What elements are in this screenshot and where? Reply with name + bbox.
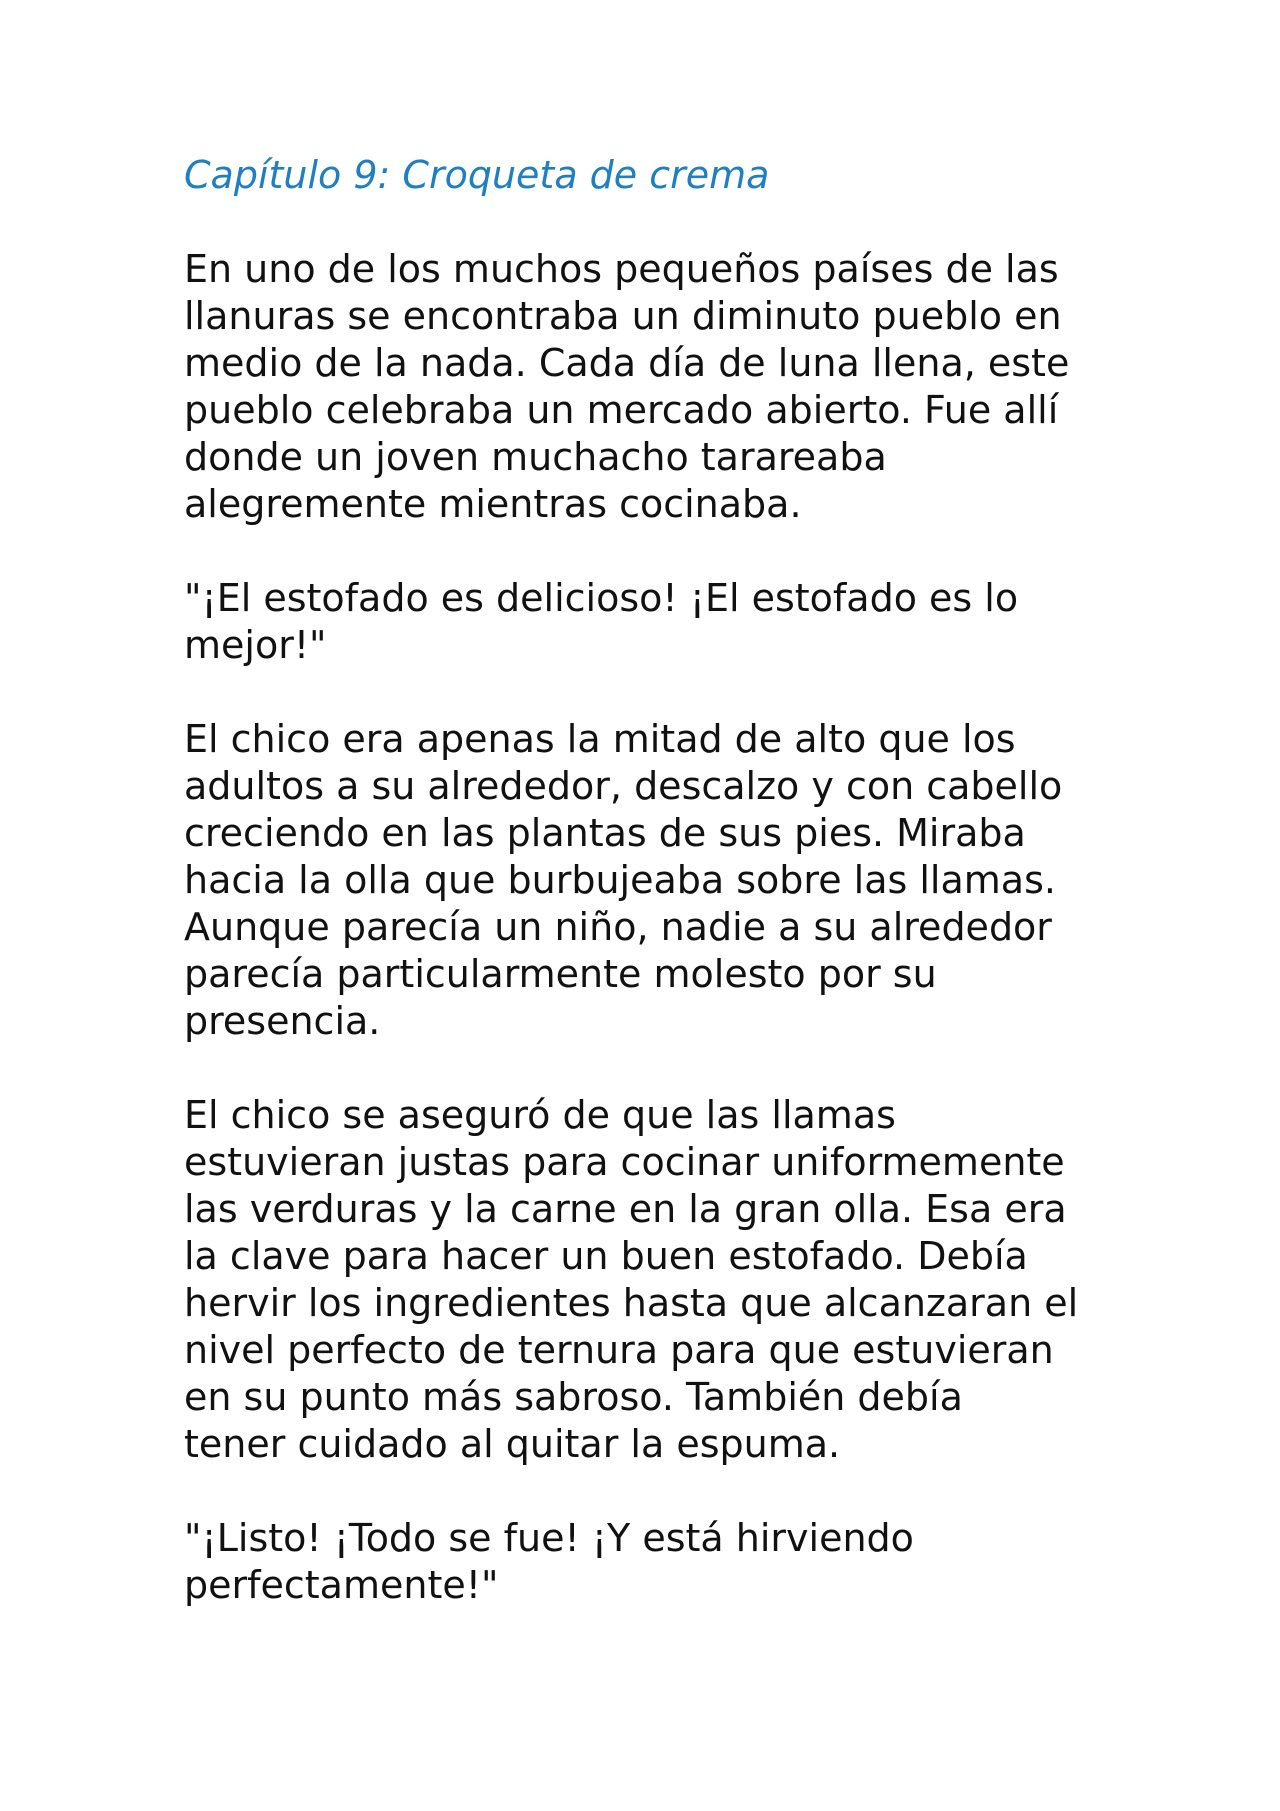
text-line: pueblo celebraba un mercado abierto. Fue allí: [184, 388, 1059, 432]
text-line: las verduras y la carne en la gran olla. Esa era: [184, 1187, 1067, 1231]
text-line: medio de la nada. Cada día de luna llena, este: [184, 341, 1070, 385]
paragraph-2: [184, 575, 1124, 669]
text-line: El chico se aseguró de que las llamas: [184, 1093, 896, 1137]
text-line: donde un joven muchacho tarareaba: [184, 435, 887, 479]
paragraph-1: [184, 246, 1124, 528]
text-line: presencia.: [184, 999, 381, 1043]
text-line: perfectamente!": [184, 1563, 499, 1607]
text-line: alegremente mientras cocinaba.: [184, 482, 802, 526]
chapter-title: Capítulo 9: Croqueta de crema: [184, 153, 770, 197]
text-line: estuvieran justas para cocinar uniformemente: [184, 1140, 1065, 1184]
text-line: en su punto más sabroso. También debía: [184, 1375, 963, 1419]
text-line: El chico era apenas la mitad de alto que los: [184, 717, 1016, 761]
text-line: adultos a su alrededor, descalzo y con cabello: [184, 764, 1063, 808]
text-line: En uno de los muchos pequeños países de las: [184, 247, 1059, 291]
text-line: nivel perfecto de ternura para que estuvieran: [184, 1328, 1054, 1372]
text-line: parecía particularmente molesto por su: [184, 952, 937, 996]
text-line: tener cuidado al quitar la espuma.: [184, 1422, 841, 1466]
document-content: [184, 150, 1124, 1656]
text-line: la clave para hacer un buen estofado. Debía: [184, 1234, 1028, 1278]
text-line: hacia la olla que burbujeaba sobre las llamas.: [184, 858, 1056, 902]
text-line: creciendo en las plantas de sus pies. Miraba: [184, 811, 1026, 855]
text-line: "¡El estofado es delicioso! ¡El estofado es lo: [184, 576, 1019, 620]
text-line: mejor!": [184, 623, 327, 667]
text-line: llanuras se encontraba un diminuto pueblo en: [184, 294, 1062, 338]
paragraph-3: [184, 716, 1124, 1045]
paragraph-5: [184, 1515, 1124, 1609]
text-line: Aunque parecía un niño, nadie a su alrededor: [184, 905, 1052, 949]
text-line: hervir los ingredientes hasta que alcanzaran el: [184, 1281, 1079, 1325]
text-line: "¡Listo! ¡Todo se fue! ¡Y está hirviendo: [184, 1516, 914, 1560]
paragraph-4: [184, 1092, 1124, 1468]
